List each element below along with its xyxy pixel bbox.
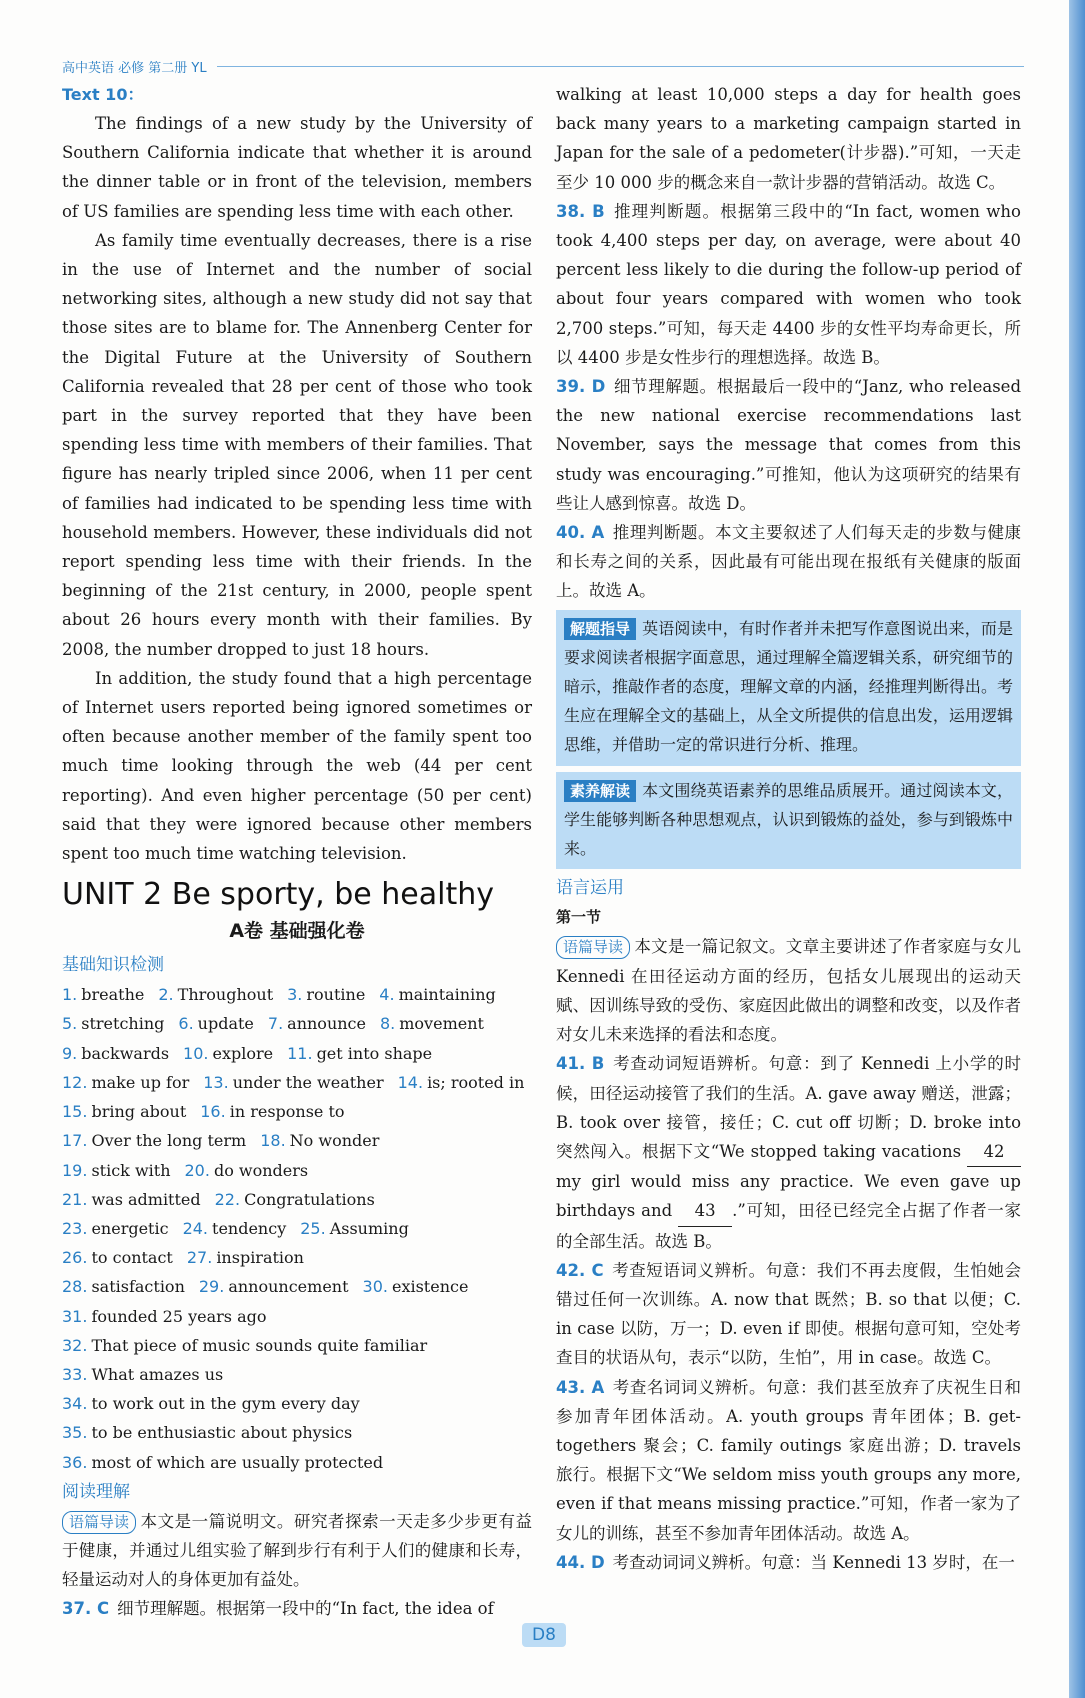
solving-guide-tag: 解题指导 — [564, 618, 636, 640]
answer-text: Over the long term — [91, 1131, 247, 1151]
answer-text: Congratulations — [244, 1189, 375, 1209]
answer-row — [62, 1389, 532, 1418]
answer-row — [62, 1185, 532, 1214]
q41-number: 41. B — [556, 1054, 605, 1074]
q39-number: 39. D — [556, 377, 606, 397]
answer-text: maintaining — [398, 985, 496, 1005]
answer-item — [200, 1097, 344, 1126]
answer-item — [379, 980, 495, 1009]
question-39 — [556, 372, 1021, 518]
text-10-title: Text 10： — [62, 85, 144, 104]
answer-number: 35. — [62, 1423, 88, 1443]
literacy-box — [556, 772, 1021, 870]
answer-number: 6. — [178, 1014, 194, 1034]
answer-number: 4. — [379, 985, 395, 1005]
answer-number: 14. — [397, 1072, 424, 1092]
answer-item — [287, 1039, 432, 1068]
answer-row — [62, 1097, 532, 1126]
answer-number: 25. — [300, 1218, 326, 1238]
answer-item — [183, 1214, 287, 1243]
q40-number: 40. A — [556, 523, 605, 543]
answer-text: inspiration — [216, 1248, 304, 1268]
answer-number: 30. — [362, 1277, 388, 1297]
answer-number: 16. — [200, 1102, 226, 1122]
answer-number: 34. — [62, 1394, 88, 1414]
answer-number: 9. — [62, 1043, 78, 1063]
solving-guide-text: 英语阅读中，有时作者并未把写作意图说出来，而是要求阅读者根据字面意思，通过理解全篇逻辑关系，研究细节的暗示，推敲作者的态度，理解文章的内涵，经推理判断得出。考生应在理解全文的基础上，从全文所提供的信息出发，运用逻辑思维，并借助一定的常识进行分析、推理。 — [564, 618, 1013, 755]
answer-item — [62, 1068, 189, 1097]
answer-text: Assuming — [329, 1218, 409, 1238]
answer-row — [62, 1009, 532, 1038]
page-number: D8 — [522, 1623, 566, 1647]
answer-text: announce — [287, 1014, 366, 1034]
answer-text: most of which are usually protected — [91, 1452, 384, 1472]
blank-43: 43 — [678, 1196, 732, 1226]
answer-item — [62, 1389, 360, 1418]
q39-text: 细节理解题。根据最后一段中的“Janz, who released the new national exercise recommendations last November, says the message that comes from this study was encouraging.”可推知，他认为这项研究的结果有些让人感到惊喜。故选 D。 — [556, 377, 1022, 513]
answer-text: That piece of music sounds quite familiar — [91, 1335, 428, 1355]
answer-number: 10. — [183, 1043, 209, 1063]
answer-item — [62, 1360, 223, 1389]
answer-number: 22. — [214, 1189, 241, 1209]
answer-row — [62, 1039, 532, 1068]
answer-item — [62, 1272, 185, 1301]
solving-guide-box — [556, 610, 1021, 766]
question-40 — [556, 518, 1021, 606]
literacy-text: 本文围绕英语素养的思维品质展开。通过阅读本文，学生能够判断各种思想观点，认识到锻炼的益处，参与到锻炼中来。 — [564, 780, 1013, 859]
answer-item — [287, 980, 365, 1009]
answer-text: to work out in the gym every day — [91, 1394, 360, 1414]
answer-number: 28. — [62, 1277, 88, 1297]
question-37 — [62, 1594, 532, 1623]
answer-text: No wonder — [289, 1131, 380, 1151]
answer-item — [363, 1272, 469, 1301]
answer-item — [300, 1214, 409, 1243]
answer-number: 31. — [62, 1306, 88, 1326]
answer-text: to contact — [91, 1248, 173, 1268]
q44-number: 44. D — [556, 1552, 605, 1572]
answer-item — [62, 1448, 383, 1477]
q40-text: 推理判断题。本文主要叙述了人们每天走的步数与健康和长寿之间的关系，因此最有可能出现在报纸有关健康的版面上。故选 A。 — [556, 523, 1022, 601]
answer-number: 8. — [379, 1014, 396, 1034]
answer-number: 17. — [62, 1131, 88, 1151]
answer-number: 26. — [62, 1248, 88, 1268]
passage-paragraph-1: The findings of a new study by the University of Southern California indicate that whether it is around the dinner table or in front of the television, members of US families are spending less time with each other. — [62, 114, 532, 221]
answer-number: 7. — [267, 1014, 284, 1034]
blank-42: 42 — [967, 1137, 1021, 1167]
answer-row — [62, 980, 532, 1009]
unit-title: UNIT 2 Be sporty, be healthy — [62, 877, 495, 913]
answer-text: under the weather — [232, 1072, 384, 1092]
answer-number: 24. — [182, 1218, 209, 1238]
answer-row — [62, 1302, 532, 1331]
answer-item — [178, 1009, 254, 1038]
answer-item — [260, 1126, 379, 1155]
answer-item — [62, 1243, 173, 1272]
question-44 — [556, 1548, 1021, 1577]
answer-text: breathe — [81, 985, 145, 1005]
answer-row — [62, 1331, 532, 1360]
section-1-label: 第一节 — [556, 908, 602, 927]
language-intro — [556, 932, 1021, 1049]
answer-number: 21. — [62, 1189, 88, 1209]
question-42 — [556, 1256, 1021, 1373]
language-intro-text: 本文是一篇记叙文。文章主要讲述了作者家庭与女儿 Kennedi 在田径运动方面的经历，包括女儿展现出的运动天赋、因训练导致的受伤、家庭因此做出的调整和改变，以及作者对女儿未来选择的看法和态度。 — [556, 937, 1021, 1045]
lead-tag-2: 语篇导读 — [556, 936, 630, 959]
answer-text: was admitted — [91, 1189, 201, 1209]
left-column — [62, 80, 532, 1624]
answer-row — [62, 1243, 532, 1272]
q37-number: 37. C — [62, 1599, 110, 1619]
question-38 — [556, 197, 1021, 372]
answer-item — [62, 1418, 352, 1447]
answer-row — [62, 1156, 532, 1185]
answer-text: make up for — [91, 1072, 190, 1092]
answer-row — [62, 1360, 532, 1389]
answer-number: 19. — [62, 1160, 88, 1180]
question-43 — [556, 1373, 1021, 1548]
answer-text: in response to — [229, 1102, 345, 1122]
answer-text: founded 25 years ago — [91, 1306, 267, 1326]
answer-row — [62, 1448, 532, 1477]
answer-item — [398, 1068, 525, 1097]
answer-text: existence — [391, 1277, 469, 1297]
answer-item — [62, 1097, 186, 1126]
header-rule — [217, 66, 1024, 67]
answer-text: to be enthusiastic about physics — [91, 1423, 353, 1443]
answer-number: 11. — [287, 1043, 313, 1063]
answer-row — [62, 1126, 532, 1155]
answer-number: 32. — [62, 1335, 88, 1355]
answer-text: What amazes us — [91, 1364, 224, 1384]
volume-subtitle: A卷 基础强化卷 — [229, 920, 365, 943]
right-column — [556, 80, 1021, 1577]
answer-row — [62, 1418, 532, 1447]
answer-text: Throughout — [177, 985, 274, 1005]
q38-number: 38. B — [556, 201, 605, 221]
answer-item — [158, 980, 273, 1009]
answer-item — [62, 1156, 171, 1185]
header-text: 高中英语 必修 第二册 YL — [62, 60, 207, 76]
language-use-heading: 语言运用 — [556, 878, 624, 899]
answer-item — [62, 1214, 169, 1243]
answer-item — [380, 1009, 484, 1038]
answer-number: 5. — [62, 1014, 78, 1034]
answer-text: routine — [306, 985, 366, 1005]
q44-text: 考查动词词义辨析。句意：当 Kennedi 13 岁时，在一 — [612, 1552, 1015, 1572]
reading-intro-text: 本文是一篇说明文。研究者探索一天走多少步更有益于健康，并通过儿组实验了解到步行有利于人们的健康和长寿，轻量运动对人的身体更加有益处。 — [62, 1511, 532, 1590]
answer-number: 18. — [260, 1131, 286, 1151]
answer-number: 27. — [186, 1248, 213, 1268]
answer-item — [185, 1156, 309, 1185]
passage-paragraph-2: As family time eventually decreases, there is a rise in the use of Internet and the number of social networking sites, although a new study did not say that those sites are to blame for. The Annenberg Center for the Digital Future at the University of Southern California revealed that 28 per cent of those who took part in the survey reported that they have been spending less time with members of their families. That figure has nearly tripled since 2006, when 11 per cent of families had indicated to be spending less time with household members. However, these individuals did not report spending less time with their friends. In the beginning of the 21st century, in 2000, people spent about 26 hours every month with their families. By 2008, the number dropped to just 18 hours. — [62, 230, 532, 659]
answer-number: 12. — [62, 1072, 88, 1092]
answer-row — [62, 1214, 532, 1243]
binding-edge — [1069, 0, 1085, 1698]
q38-text: 推理判断题。根据第三段中的“In fact, women who took 4,400 steps per day, on average, were about 40 percent less likely to die during the follow-up period of about four years compared with women who took 2,700 steps.”可知，每天走 4400 步的女性平均寿命更长，所以 4400 步是女性步行的理想选择。故选 B。 — [556, 201, 1021, 367]
answer-text: stick with — [91, 1160, 171, 1180]
answer-number: 15. — [62, 1102, 88, 1122]
answer-text: get into shape — [316, 1043, 433, 1063]
answer-number: 33. — [62, 1364, 88, 1384]
answer-number: 23. — [62, 1218, 88, 1238]
answer-item — [62, 980, 144, 1009]
answer-item — [62, 1039, 169, 1068]
q41-text-c: .”可知，田径已经完全占据了作者一家的全部生活。故选 B。 — [556, 1201, 1021, 1251]
passage-paragraph-3: In addition, the study found that a high percentage of Internet users reported being ignored sometimes or often because another member of the family spent too much time looking through the web (44 per cent reporting). And even higher percentage (50 per cent) said that they were ignored because other members spent too much time watching television. — [62, 668, 532, 864]
answer-number: 13. — [203, 1072, 229, 1092]
answer-text: stretching — [81, 1014, 165, 1034]
running-header — [62, 56, 1024, 76]
q43-number: 43. A — [556, 1377, 605, 1397]
answer-text: update — [197, 1014, 254, 1034]
answer-item — [62, 1009, 164, 1038]
q41-text-b: my girl would miss any practice. We even gave up birthdays and — [556, 1172, 1021, 1221]
answer-text: satisfaction — [91, 1277, 185, 1297]
answer-text: announcement — [228, 1277, 349, 1297]
answer-item — [215, 1185, 375, 1214]
answer-item — [187, 1243, 304, 1272]
q42-number: 42. C — [556, 1260, 604, 1280]
answer-text: energetic — [91, 1218, 169, 1238]
answer-text: do wonders — [213, 1160, 309, 1180]
answer-text: is; rooted in — [427, 1072, 525, 1092]
answer-number: 2. — [158, 985, 174, 1005]
answer-number: 1. — [62, 985, 78, 1005]
answer-text: movement — [399, 1014, 484, 1034]
q42-text: 考查短语词义辨析。句意：我们不再去度假，生怕她会错过任何一次训练。A. now that 既然；B. so that 以便；C. in case 以防，万一；D. even if 即使。根据句意可知，空处考查目的状语从句，表示“以防，生怕”，用 in case。故选 C。 — [556, 1260, 1021, 1368]
answer-number: 3. — [287, 985, 303, 1005]
basic-knowledge-heading: 基础知识检测 — [62, 955, 164, 976]
literacy-tag: 素养解读 — [564, 780, 636, 802]
answer-text: bring about — [91, 1102, 187, 1122]
q37-text: 细节理解题。根据第一段中的“In fact, the idea of — [117, 1599, 494, 1619]
answer-text: explore — [212, 1043, 274, 1063]
question-41 — [556, 1049, 1021, 1255]
lead-tag: 语篇导读 — [62, 1511, 136, 1534]
answer-item — [199, 1272, 349, 1301]
answer-item — [62, 1185, 201, 1214]
answer-item — [62, 1331, 427, 1360]
answer-item — [268, 1009, 366, 1038]
reading-heading: 阅读理解 — [62, 1481, 130, 1502]
answer-item — [203, 1068, 383, 1097]
answer-row — [62, 1272, 532, 1301]
answer-item — [62, 1126, 246, 1155]
q37-continued: walking at least 10,000 steps a day for health goes back many years to a marketing campaign started in Japan for the sale of a pedometer(计步器).”可知，一天走至少 10 000 步的概念来自一款计步器的营销活动。故选 C。 — [556, 85, 1021, 192]
answer-number: 36. — [62, 1452, 88, 1472]
answer-number: 29. — [198, 1277, 225, 1297]
reading-intro — [62, 1507, 532, 1595]
answer-number: 20. — [184, 1160, 210, 1180]
answer-text: backwards — [81, 1043, 170, 1063]
q41-text-a: 考查动词短语辨析。句意：到了 Kennedi 上小学的时候，田径运动接管了我们的生活。A. gave away 赠送，泄露；B. took over 接管，接任；C. cut off 切断；D. broke into 突然闯入。根据下文“We stopped taking vacations — [556, 1054, 1021, 1161]
q43-text: 考查名词词义辨析。句意：我们甚至放弃了庆祝生日和参加青年团体活动。A. youth groups 青年团体；B. get-togethers 聚会；C. family outings 家庭出游；D. travels 旅行。根据下文“We seldom miss youth groups any more, even if that means missing practice.”可知，作者一家为了女儿的训练，甚至不参加青年团体活动。故选 A。 — [556, 1377, 1022, 1543]
answer-item — [183, 1039, 273, 1068]
answer-row — [62, 1068, 532, 1097]
answer-list — [62, 980, 532, 1476]
answer-item — [62, 1302, 267, 1331]
answer-text: tendency — [212, 1218, 287, 1238]
